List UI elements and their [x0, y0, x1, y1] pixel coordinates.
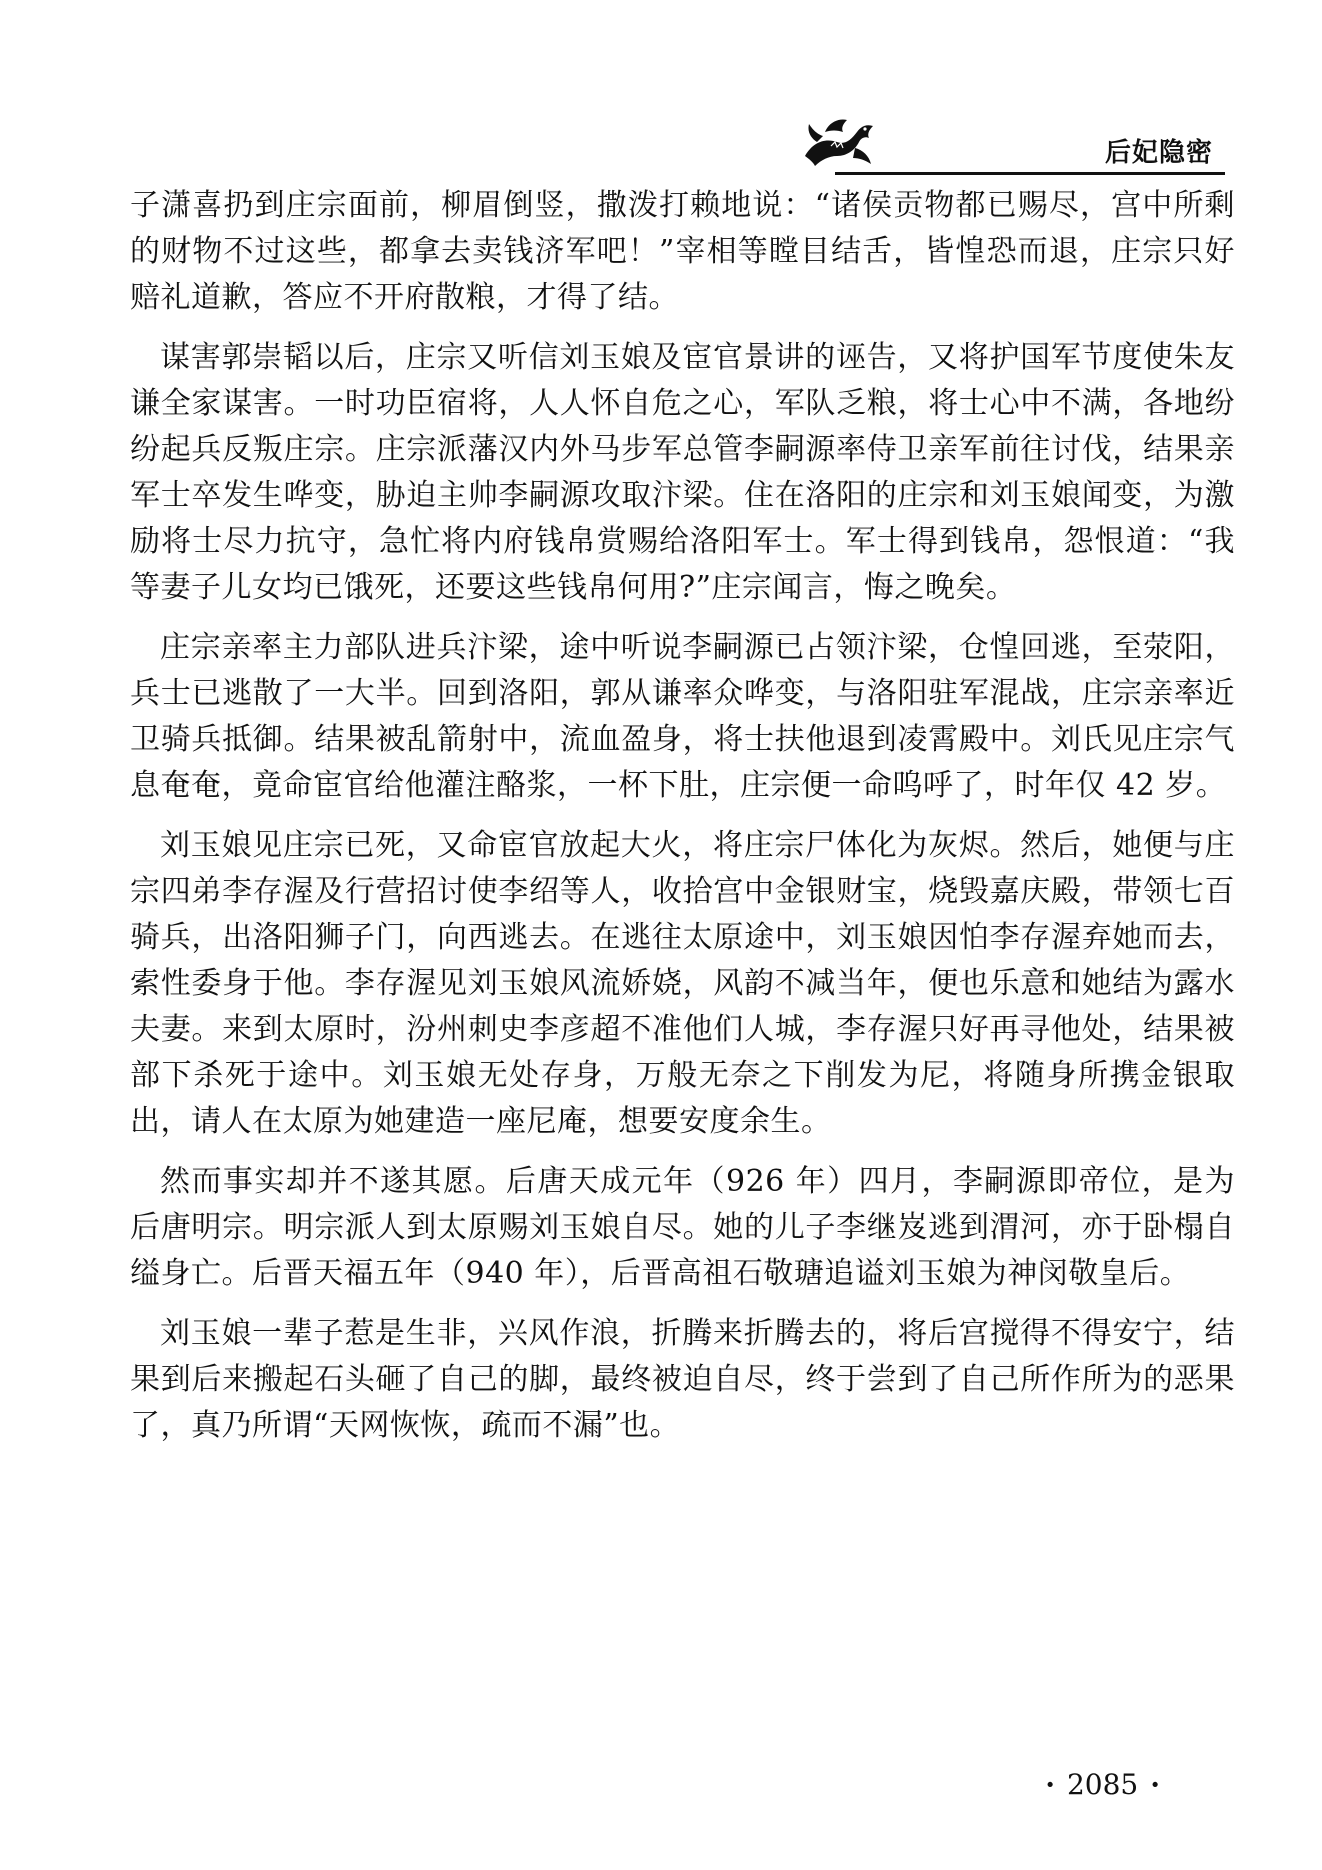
paragraph-3: 庄宗亲率主力部队进兵汴梁，途中听说李嗣源已占领汴梁，仓惶回逃，至荥阳，兵士已逃散了一大半。回到洛阳，郭从谦率众哗变，与洛阳驻军混战，庄宗亲率近卫骑兵抵御。结果被乱箭射中，流血盈身，将士扶他退到凌霄殿中。刘氏见庄宗气息奄奄，竟命宦官给他灌注酪浆，一杯下肚，庄宗便一命呜呼了，时年仅 42 岁。 [130, 630, 1235, 803]
paragraph-6: 刘玉娘一辈子惹是生非，兴风作浪，折腾来折腾去的，将后宫搅得不得安宁，结果到后来搬起石头砸了自己的脚，最终被迫自尽，终于尝到了自己所作所为的恶果了，真乃所谓“天网恢恢，疏而不漏”也。 [130, 1316, 1235, 1443]
paragraph-2: 谋害郭崇韬以后，庄宗又听信刘玉娘及宦官景讲的诬告，又将护国军节度使朱友谦全家谋害。一时功臣宿将，人人怀自危之心，军队乏粮，将士心中不满，各地纷纷起兵反叛庄宗。庄宗派藩汉内外马步军总管李嗣源率侍卫亲军前往讨伐，结果亲军士卒发生哗变，胁迫主帅李嗣源攻取汴梁。住在洛阳的庄宗和刘玉娘闻变，为激励将士尽力抗守，急忙将内府钱帛赏赐给洛阳军士。军士得到钱帛，怨恨道：“我等妻子儿女均已饿死，还要这些钱帛何用?”庄宗闻言，悔之晚矣。 [130, 340, 1235, 605]
paragraph-1: 子潇喜扔到庄宗面前，柳眉倒竖，撒泼打赖地说：“诸侯贡物都已赐尽，宫中所剩的财物不过这些，都拿去卖钱济军吧！”宰相等瞠目结舌，皆惶恐而退，庄宗只好赔礼道歉，答应不开府散粮，才得了结。 [130, 188, 1235, 315]
footer-dot-left: · [1045, 1768, 1055, 1801]
dragon-emblem-icon [795, 112, 885, 170]
running-header [795, 112, 1225, 172]
footer-dot-right: · [1150, 1768, 1160, 1801]
page-footer [1033, 1768, 1172, 1801]
body-text [130, 183, 1235, 1463]
section-title: 后妃隐密 [1104, 138, 1213, 168]
paragraph-5: 然而事实却并不遂其愿。后唐天成元年（926 年）四月，李嗣源即帝位，是为后唐明宗。明宗派人到太原赐刘玉娘自尽。她的儿子李继岌逃到渭河，亦于卧榻自缢身亡。后晋天福五年（940 年），后晋高祖石敬瑭追谥刘玉娘为神闵敬皇后。 [130, 1164, 1235, 1291]
header-rule [835, 172, 1225, 175]
page-number: 2085 [1066, 1768, 1139, 1801]
paragraph-4: 刘玉娘见庄宗已死，又命宦官放起大火，将庄宗尸体化为灰烬。然后，她便与庄宗四弟李存渥及行营招讨使李绍等人，收拾宫中金银财宝，烧毁嘉庆殿，带领七百骑兵，出洛阳狮子门，向西逃去。在逃往太原途中，刘玉娘因怕李存渥弃她而去，索性委身于他。李存渥见刘玉娘风流娇娆，风韵不减当年，便也乐意和她结为露水夫妻。来到太原时，汾州刺史李彦超不准他们人城，李存渥只好再寻他处，结果被部下杀死于途中。刘玉娘无处存身，万般无奈之下削发为尼，将随身所携金银取出，请人在太原为她建造一座尼庵，想要安度余生。 [130, 828, 1235, 1139]
